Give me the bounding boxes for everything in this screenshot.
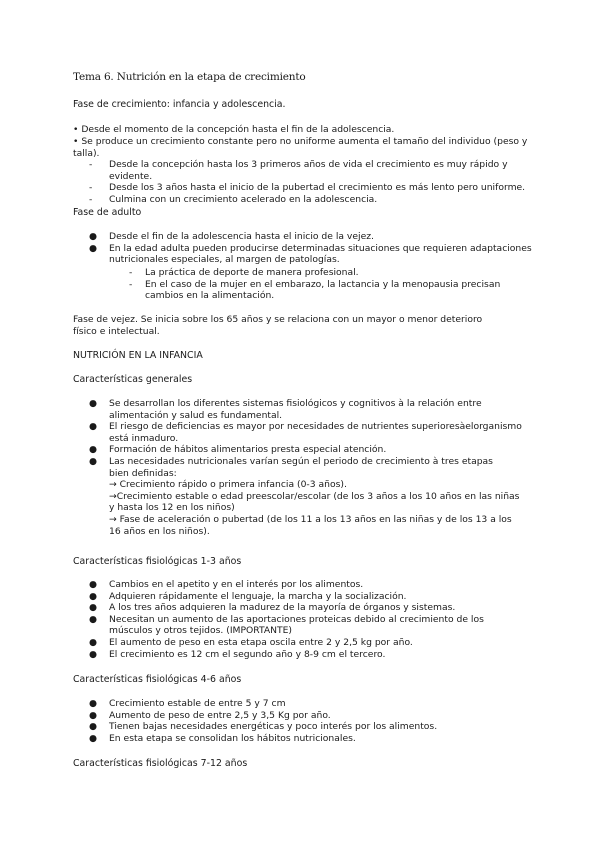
list-continuation: →Crecimiento estable o edad preescolar/escolar (de los 3 años a los 10 años en las niñas y hasta los 12 en los niños): [109, 490, 520, 514]
list-item: - Desde los 3 años hasta el inicio de la pubertad el crecimiento es más lento pero uniforme.: [89, 182, 526, 194]
bullet-marker: ●: [89, 732, 98, 744]
list-item: ● Tienen bajas necesidades energéticas y poco interés por los alimentos.: [89, 721, 438, 733]
list-item: ● En la edad adulta pueden producirse determinadas situaciones que requieren adaptaciones nutricionales especiales, al margen de patologías.: [89, 242, 532, 266]
paragraph-line: • Desde el momento de la concepción hasta el fin de la adolescencia.: [73, 124, 395, 135]
list-item: ● A los tres años adquieren la madurez de la mayoría de órganos y sistemas.: [89, 602, 456, 614]
list-continuation: → Fase de aceleración o pubertad (de los 11 a los 13 años en las niñas y de los 13 a los 16 años en los niños).: [109, 513, 512, 537]
heading-fase-adulto: Fase de adulto: [73, 207, 142, 218]
list-item: ● El crecimiento es 12 cm el segundo año y 8-9 cm el tercero.: [89, 648, 386, 660]
bullet-marker: ●: [89, 242, 98, 254]
list-item: ● El aumento de peso en esta etapa oscila entre 2 y 2,5 kg por año.: [89, 636, 413, 648]
bullet-marker: ●: [89, 613, 98, 625]
paragraph-fase-vejez: Fase de vejez. Se inicia sobre los 65 años y se relaciona con un mayor o menor deterioro físico e intelectual.: [73, 314, 483, 337]
bullet-marker: ●: [89, 444, 98, 456]
list-item: ● Cambios en el apetito y en el interés por los alimentos.: [89, 579, 364, 590]
heading-fisiologicas-4-6: Características fisiológicas 4-6 años: [73, 674, 242, 685]
list-item: ● Las necesidades nutricionales varían según el periodo de crecimiento à tres etapas: [89, 455, 493, 467]
bullet-marker: ●: [89, 421, 98, 433]
bullet-list-adulto: [73, 231, 533, 266]
bullet-marker: ●: [89, 231, 98, 242]
heading-fase-crecimiento: Fase de crecimiento: infancia y adolescencia.: [73, 99, 286, 110]
list-item: - En el caso de la mujer en el embarazo, la lactancia y la menopausia precisan cambios en la alimentación.: [129, 278, 501, 302]
list-item: ● Crecimiento estable de entre 5 y 7 cm: [89, 698, 286, 709]
heading-fisiologicas-7-12: Características fisiológicas 7-12 años: [73, 758, 248, 769]
list-item: ● Necesitan un aumento de las aportaciones proteicas debido al crecimiento de los músculos y otros tejidos. (IMPORTANTE): [89, 613, 484, 637]
list-item: ● El riesgo de deficiencias es mayor por necesidades de nutrientes superioresàelorganismo está inmaduro.: [89, 421, 522, 444]
paragraph-line: • Se produce un crecimiento constante pero no uniforme aumenta el tamaño del individuo (peso y talla).: [73, 136, 528, 159]
heading-caracteristicas-generales: Características generales: [73, 374, 193, 385]
bullet-marker: ●: [89, 698, 98, 709]
dash-marker: -: [89, 159, 93, 170]
list-continuation: bien definidas:: [109, 467, 177, 479]
list-item: ● Adquieren rápidamente el lenguaje, la marcha y la socialización.: [89, 590, 407, 602]
list-continuation: → Crecimiento rápido o primera infancia (0-3 años).: [109, 479, 347, 491]
dash-marker: -: [129, 267, 133, 278]
list-item: ● Desde el fin de la adolescencia hasta el inicio de la vejez.: [89, 231, 374, 242]
bullet-marker: ●: [89, 579, 98, 590]
dash-marker: -: [89, 193, 93, 205]
dash-marker: -: [129, 278, 133, 290]
heading-nutricion-infancia: NUTRICIÓN EN LA INFANCIA: [73, 350, 203, 361]
dash-marker: -: [89, 182, 93, 194]
bullet-list-generales: [73, 398, 523, 537]
bullet-list-1-3: [73, 579, 523, 660]
bullet-marker: ●: [89, 709, 98, 721]
list-item: - Desde la concepción hasta los 3 primeros años de vida el crecimiento es muy rápido y evidente.: [89, 159, 508, 182]
bullet-marker: ●: [89, 721, 98, 733]
bullet-marker: ●: [89, 590, 98, 602]
list-item: ● En esta etapa se consolidan los hábitos nutricionales.: [89, 732, 356, 744]
sub-list-adulto: [97, 267, 537, 302]
list-item: ● Aumento de peso de entre 2,5 y 3,5 Kg por año.: [89, 709, 331, 721]
bullet-marker: ●: [89, 398, 98, 409]
dash-list-crecimiento: [73, 159, 533, 205]
list-item: ● Se desarrollan los diferentes sistemas fisiológicos y cognitivos à la relación entre alimentación y salud es fundamental.: [89, 398, 482, 421]
bullet-list-4-6: [73, 698, 533, 744]
heading-fisiologicas-1-3: Características fisiológicas 1-3 años: [73, 556, 242, 567]
bullet-marker: ●: [89, 636, 98, 648]
bullet-marker: ●: [89, 455, 98, 467]
list-item: - Culmina con un crecimiento acelerado en la adolescencia.: [89, 193, 378, 205]
list-item: ● Formación de hábitos alimentarios presta especial atención.: [89, 444, 387, 456]
document-title: Tema 6. Nutrición en la etapa de crecimiento: [73, 71, 306, 83]
list-item: - La práctica de deporte de manera profesional.: [129, 267, 359, 278]
bullet-marker: ●: [89, 648, 98, 660]
bullet-marker: ●: [89, 602, 98, 614]
